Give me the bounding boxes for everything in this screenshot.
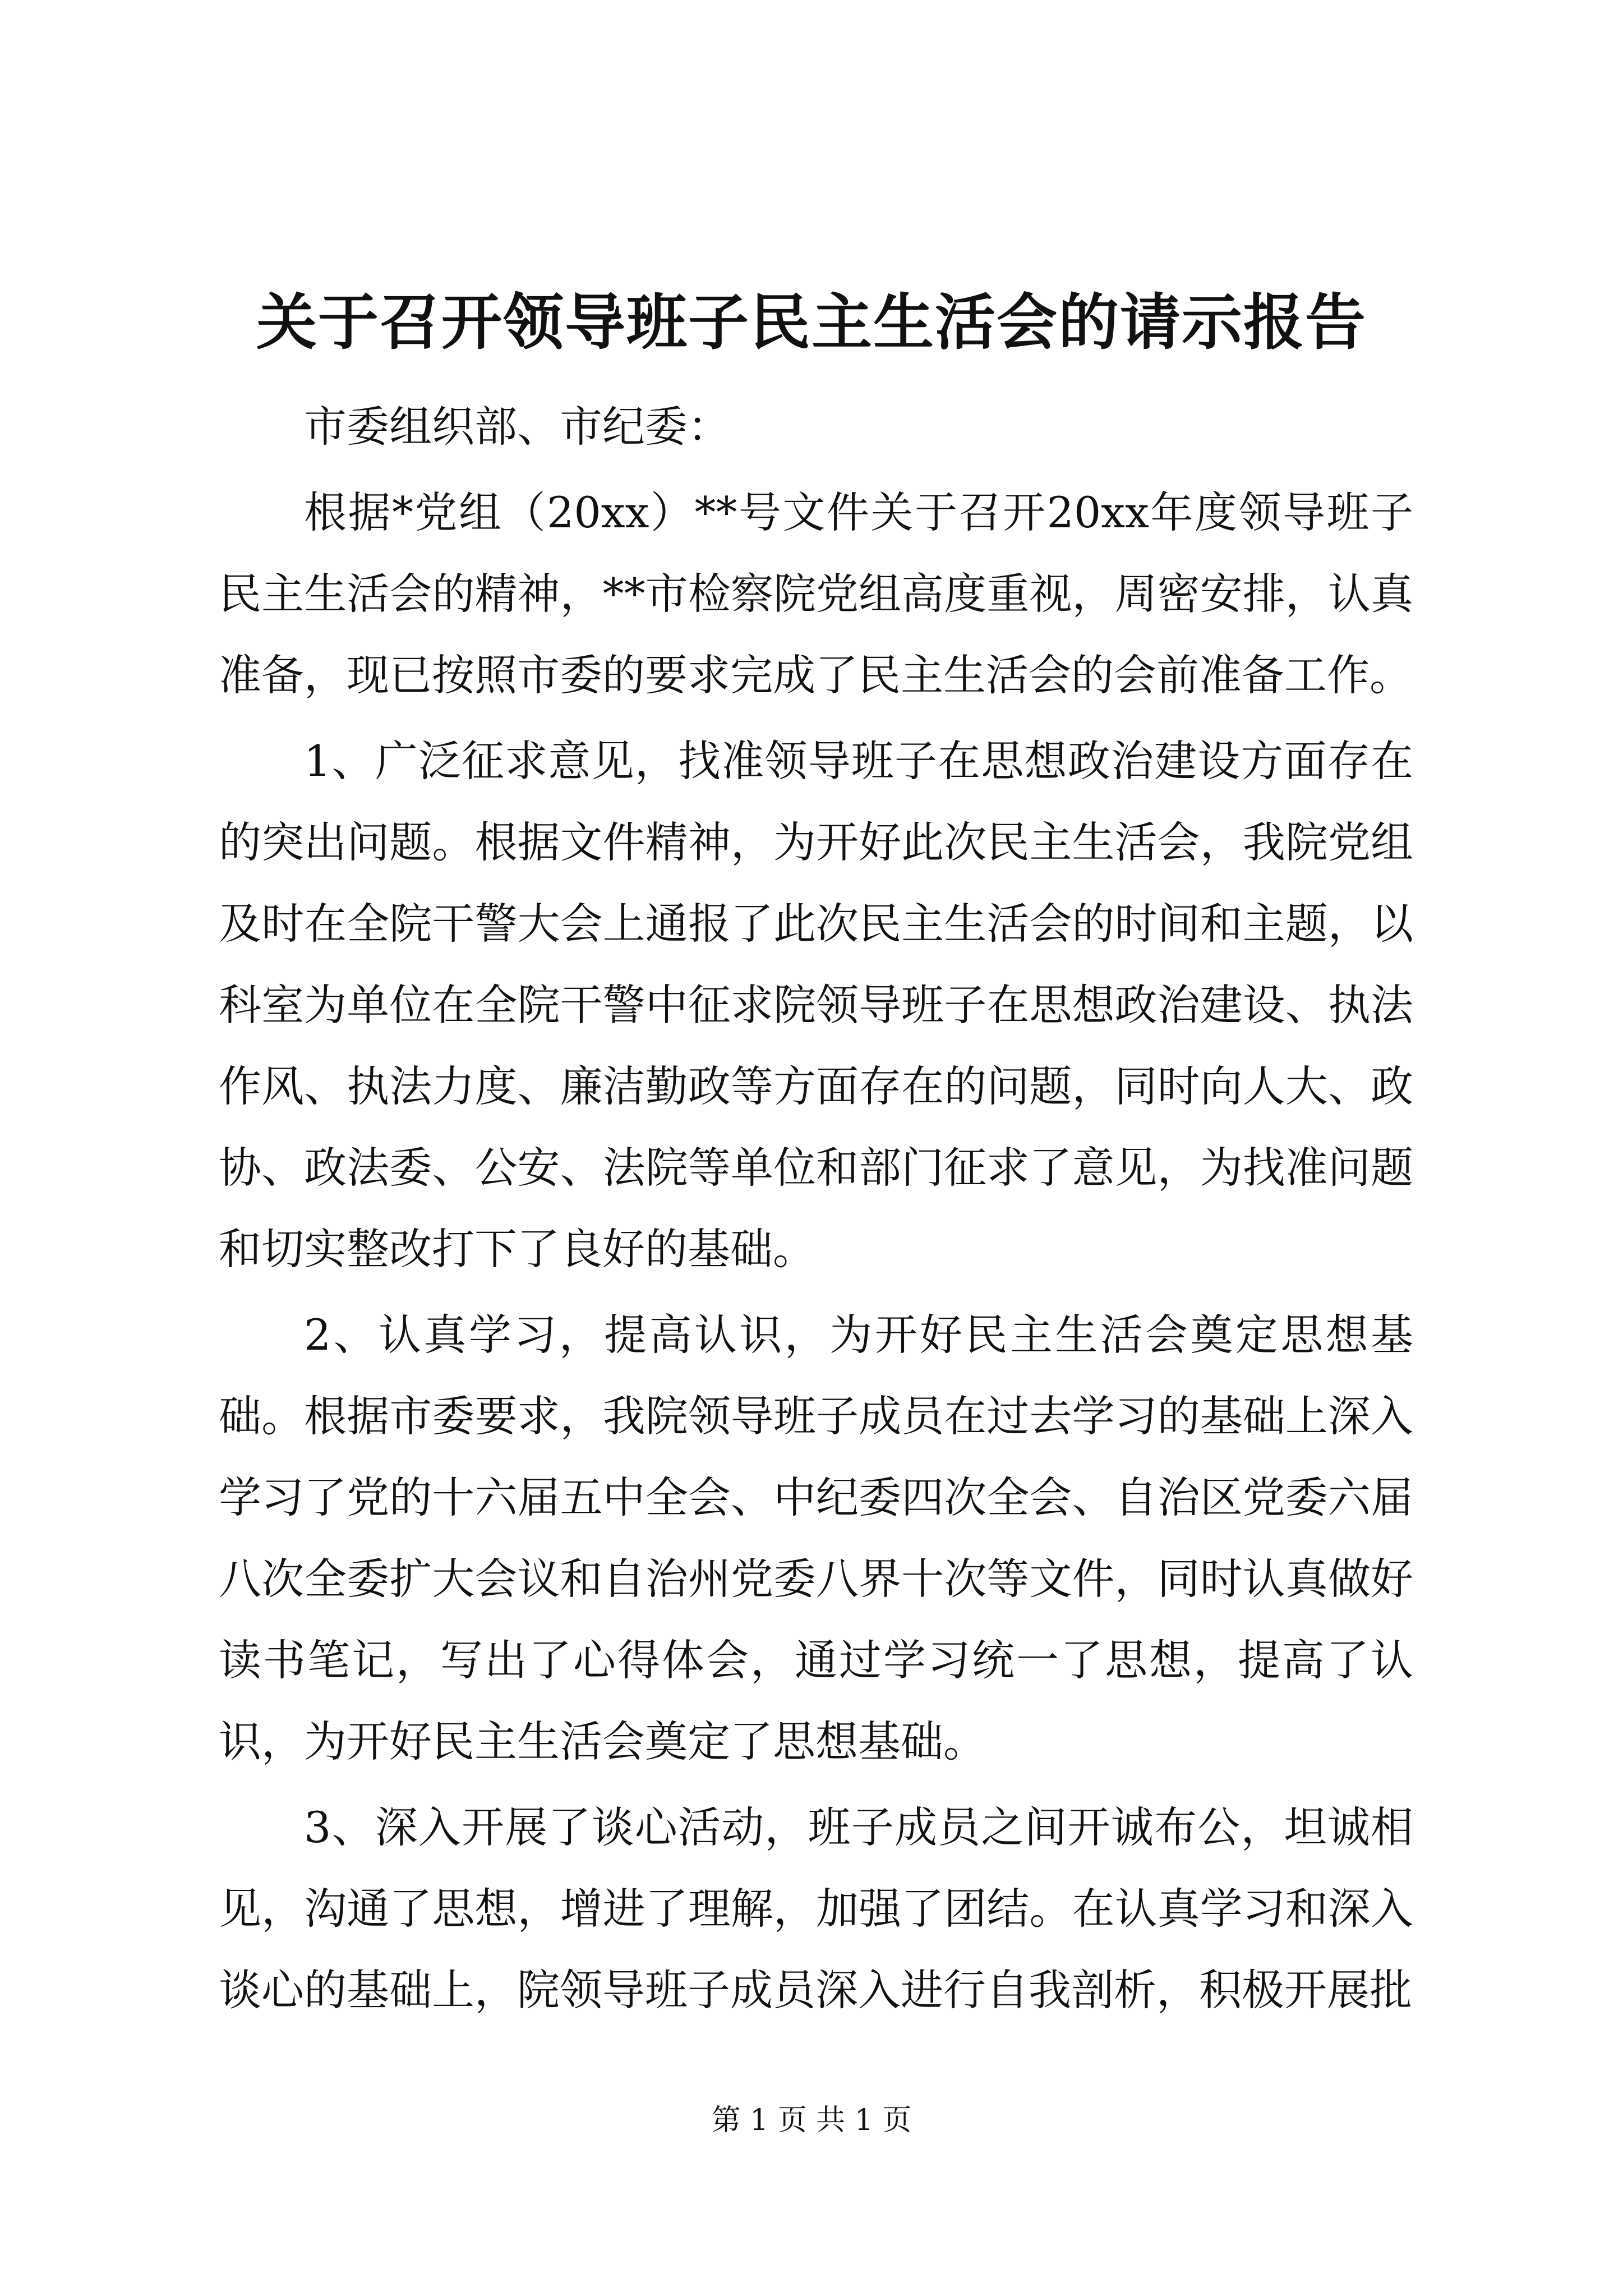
page-footer: 第 1 页 共 1 页 xyxy=(711,2104,912,2137)
document-body xyxy=(219,386,1413,2035)
page-title: 关于召开领导班子民主生活会的请示报告 xyxy=(256,287,1367,358)
paragraph-intro: 根据*党组（20xx）**号文件关于召开20xx年度领导班子民主生活会的精神，**市检察院党组高度重视，周密安排，认真准备，现已按照市委的要求完成了民主生活会的会前准备工作。 xyxy=(219,487,1413,700)
paragraph-item-1: 1、广泛征求意见，找准领导班子在思想政治建设方面存在的突出问题。根据文件精神，为开好此次民主生活会，我院党组及时在全院干警大会上通报了此次民主生活会的时间和主题，以科室为单位在全院干警中征求院领导班子在思想政治建设、执法作风、执法力度、廉洁勤政等方面存在的问题，同时向人大、政协、政法委、公安、法院等单位和部门征求了意见，为找准问题和切实整改打下了良好的基础。 xyxy=(219,736,1413,1274)
salutation: 市委组织部、市纪委： xyxy=(304,402,730,452)
paragraph-item-2: 2、认真学习，提高认识，为开好民主生活会奠定思想基础。根据市委要求，我院领导班子成员在过去学习的基础上深入学习了党的十六届五中全会、中纪委四次全会、自治区党委六届八次全委扩大会议和自治州党委八界十次等文件，同时认真做好读书笔记，写出了心得体会，通过学习统一了思想，提高了认识，为开好民主生活会奠定了思想基础。 xyxy=(219,1310,1413,1766)
paragraph-item-3: 3、深入开展了谈心活动，班子成员之间开诚布公，坦诚相见，沟通了思想，增进了理解，加强了团结。在认真学习和深入谈心的基础上，院领导班子成员深入进行自我剖析，积极开展批 xyxy=(219,1802,1413,2015)
